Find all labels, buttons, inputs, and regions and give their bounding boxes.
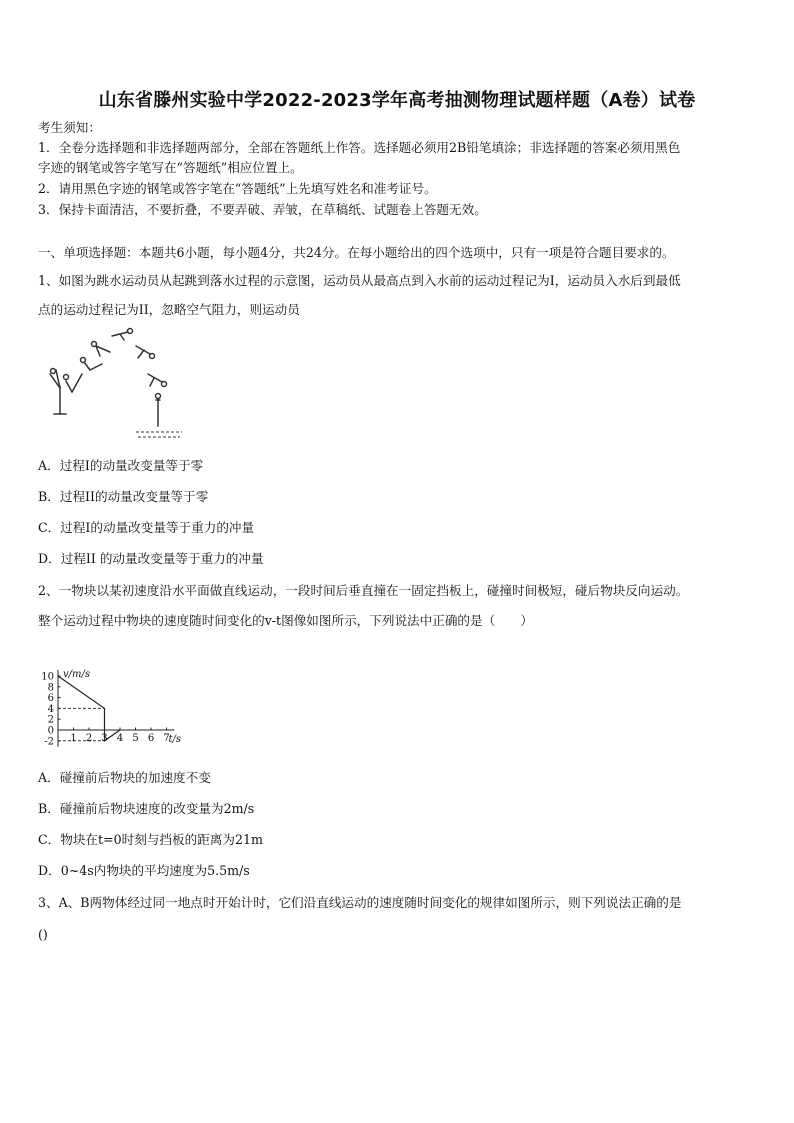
q1-option-a: A．过程I的动量改变量等于零 bbox=[38, 458, 204, 473]
vt-chart bbox=[30, 640, 200, 756]
q2-stem-line1: 2、一物块以某初速度沿水平面做直线运动，一段时间后垂直撞在一固定挡板上，碰撞时间极短，碰后物块反向运动。 bbox=[38, 583, 689, 598]
x-tick-label: 4 bbox=[116, 733, 124, 744]
notice-heading: 考生须知： bbox=[38, 120, 101, 135]
q2-stem-line2: 整个运动过程中物块的速度随时间变化的v-t图像如图所示，下列说法中正确的是（ ） bbox=[38, 613, 533, 628]
x-tick-label: 7 bbox=[163, 733, 170, 744]
x-tick-label: 6 bbox=[147, 733, 155, 744]
x-tick-label: 3 bbox=[101, 733, 108, 744]
y-tick-label: 0 bbox=[47, 725, 54, 737]
y-tick-label: 10 bbox=[41, 671, 54, 683]
y-tick-label: -2 bbox=[44, 736, 54, 748]
y-tick-label: 2 bbox=[47, 714, 54, 726]
q1-stem-line2: 点的运动过程记为II，忽略空气阻力，则运动员 bbox=[38, 302, 300, 317]
y-tick-label: 4 bbox=[47, 703, 54, 715]
x-tick-label: 1 bbox=[70, 733, 77, 744]
vt-chart-svg bbox=[30, 640, 200, 756]
notice-item-3: 3．保持卡面清洁，不要折叠，不要弄破、弄皱，在草稿纸、试题卷上答题无效。 bbox=[38, 202, 487, 217]
page-title: 山东省滕州实验中学2022-2023学年高考抽测物理试题样题（A卷）试卷 bbox=[98, 90, 696, 111]
y-axis-label: v/m/s bbox=[63, 669, 91, 680]
y-tick-label: 8 bbox=[47, 682, 54, 694]
q1-option-b: B．过程II的动量改变量等于零 bbox=[38, 489, 209, 504]
y-tick-label: 6 bbox=[47, 693, 54, 705]
q3-stem-line1: 3、A、B两物体经过同一地点时开始计时，它们沿直线运动的速度随时间变化的规律如图所示，则下列说法正确的是 bbox=[38, 895, 682, 910]
q2-option-c: C．物块在t=0时刻与挡板的距离为21m bbox=[38, 832, 263, 847]
q1-option-d: D．过程II 的动量改变量等于重力的冲量 bbox=[38, 551, 264, 566]
x-axis-label: t/s bbox=[168, 734, 182, 745]
q3-stem-line2: () bbox=[38, 927, 48, 942]
notice-item-1: 1．全卷分选择题和非选择题两部分，全部在答题纸上作答。选择题必须用2B铅笔填涂；非选择题的答案必须用黑色 bbox=[38, 140, 681, 155]
diver-figure bbox=[40, 326, 190, 446]
q1-option-c: C．过程I的动量改变量等于重力的冲量 bbox=[38, 520, 255, 535]
q1-stem-line1: 1、如图为跳水运动员从起跳到落水过程的示意图，运动员从最高点到入水前的运动过程记为I，运动员入水后到最低 bbox=[38, 273, 681, 288]
notice-item-1-cont: 字迹的钢笔或答字笔写在“答题纸”相应位置上。 bbox=[38, 160, 303, 175]
q2-option-a: A．碰撞前后物块的加速度不变 bbox=[38, 770, 211, 785]
chart-guides bbox=[58, 708, 105, 740]
q2-option-d: D．0~4s内物块的平均速度为5.5m/s bbox=[38, 863, 250, 878]
q2-option-b: B．碰撞前后物块速度的改变量为2m/s bbox=[38, 801, 255, 816]
x-tick-label: 2 bbox=[85, 733, 93, 744]
notice-item-2: 2．请用黑色字迹的钢笔或答字笔在“答题纸”上先填写姓名和准考证号。 bbox=[38, 181, 437, 196]
section-heading: 一、单项选择题：本题共6小题，每小题4分，共24分。在每小题给出的四个选项中，只有一项是符合题目要求的。 bbox=[38, 245, 675, 260]
x-tick-label: 5 bbox=[132, 733, 139, 744]
